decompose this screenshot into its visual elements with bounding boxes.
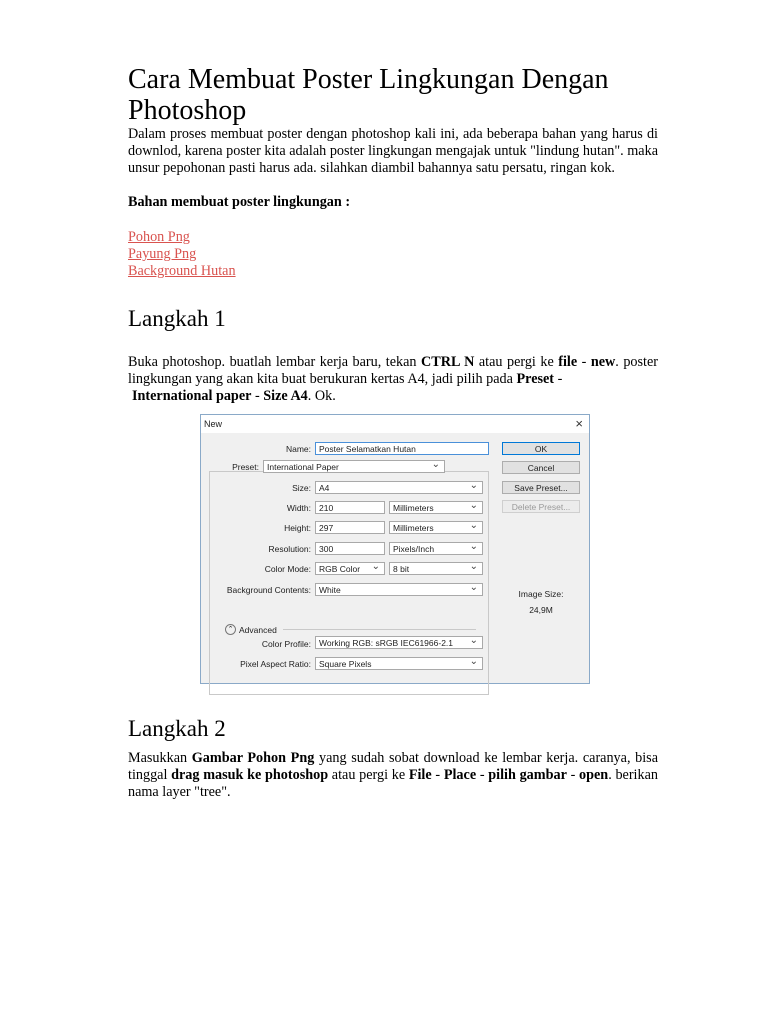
- materials-heading: Bahan membuat poster lingkungan :: [128, 194, 351, 210]
- step1-text: atau pergi ke: [474, 354, 559, 370]
- step1-bold: International paper: [132, 388, 252, 404]
- save-preset-button[interactable]: Save Preset...: [502, 481, 580, 494]
- step2-bold: drag masuk ke photoshop: [171, 767, 329, 783]
- link-payung-png[interactable]: Payung Png: [128, 246, 197, 262]
- step2-bold: Place: [443, 767, 477, 783]
- color-mode-select[interactable]: RGB Color ⌄: [315, 562, 385, 575]
- background-contents-label: Background Contents:: [226, 585, 311, 595]
- step2-bold: File: [408, 767, 432, 783]
- step2-bold: open: [579, 767, 609, 783]
- preset-label: Preset:: [232, 462, 259, 472]
- step2-bold: Gambar Pohon Png: [191, 750, 315, 766]
- size-label: Size:: [292, 483, 311, 493]
- step2-text: atau pergi ke: [328, 767, 409, 783]
- step2-text: yang sudah sobat download ke lembar kerja. caranya, bisa tinggal: [128, 750, 658, 783]
- materials-list: [128, 229, 658, 280]
- width-label: Width:: [286, 503, 311, 513]
- image-size-value: 24,9M: [529, 605, 553, 615]
- link-background-hutan[interactable]: Background Hutan: [128, 263, 236, 279]
- height-input[interactable]: 297: [315, 521, 385, 534]
- step1-paragraph: [128, 354, 658, 405]
- new-document-dialog: [200, 414, 590, 684]
- step2-text: . berikan nama layer "tree".: [128, 767, 658, 800]
- step1-bold: Preset: [516, 371, 555, 387]
- step1-text: . poster lingkungan yang akan kita buat berukuran kertas A4, jadi pilih pada: [128, 354, 658, 387]
- color-mode-label: Color Mode:: [264, 564, 311, 574]
- link-pohon-png[interactable]: Pohon Png: [128, 229, 190, 245]
- height-label: Height:: [284, 523, 311, 533]
- step1-text: Buka photoshop. buatlah lembar kerja baru, tekan: [128, 354, 421, 370]
- advanced-divider: [283, 629, 476, 630]
- cancel-button[interactable]: Cancel: [502, 461, 580, 474]
- color-profile-select[interactable]: Working RGB: sRGB IEC61966-2.1 ⌄: [315, 636, 483, 649]
- resolution-unit-select[interactable]: Pixels/Inch ⌄: [389, 542, 483, 555]
- step2-heading: Langkah 2: [128, 716, 226, 741]
- name-label: Name:: [285, 444, 311, 454]
- bit-depth-select[interactable]: 8 bit ⌄: [389, 562, 483, 575]
- resolution-label: Resolution:: [268, 544, 311, 554]
- step2-bold: pilih gambar: [488, 767, 567, 783]
- name-input[interactable]: Poster Selamatkan Hutan: [315, 442, 489, 455]
- step1-text: -: [251, 388, 264, 404]
- step2-section: [128, 716, 658, 801]
- background-contents-select[interactable]: White ⌄: [315, 583, 483, 596]
- preset-select[interactable]: International Paper ⌄: [263, 460, 445, 473]
- pixel-aspect-label: Pixel Aspect Ratio:: [240, 659, 311, 669]
- color-profile-label: Color Profile:: [261, 639, 311, 649]
- width-input[interactable]: 210: [315, 501, 385, 514]
- size-select[interactable]: A4 ⌄: [315, 481, 483, 494]
- step2-paragraph: [128, 750, 658, 801]
- resolution-input[interactable]: 300: [315, 542, 385, 555]
- width-unit-select[interactable]: Millimeters ⌄: [389, 501, 483, 514]
- collapse-icon[interactable]: ⌃: [225, 624, 236, 635]
- dialog-title: New: [204, 419, 223, 429]
- step1-bold: file: [558, 354, 578, 370]
- ok-button[interactable]: OK: [502, 442, 580, 455]
- advanced-label: Advanced: [239, 625, 277, 635]
- delete-preset-button[interactable]: Delete Preset...: [502, 500, 580, 513]
- height-unit-select[interactable]: Millimeters ⌄: [389, 521, 483, 534]
- step2-text: -: [476, 767, 489, 783]
- step1-bold: Size A4: [263, 388, 308, 404]
- image-size-label: Image Size:: [518, 589, 564, 599]
- step1-bold: CTRL N: [421, 354, 475, 370]
- step2-text: -: [431, 767, 444, 783]
- step1-text: -: [554, 371, 563, 387]
- document-page: [128, 64, 658, 405]
- step2-text: -: [566, 767, 580, 783]
- close-icon[interactable]: ×: [575, 416, 583, 431]
- step1-text: . Ok.: [307, 388, 336, 404]
- pixel-aspect-select[interactable]: Square Pixels ⌄: [315, 657, 483, 670]
- page-title: Cara Membuat Poster Lingkungan Dengan Photoshop: [128, 64, 609, 126]
- dialog-body: [201, 433, 589, 683]
- step2-text: Masukkan: [128, 750, 192, 766]
- step1-text: -: [577, 354, 591, 370]
- step1-bold: new: [590, 354, 616, 370]
- step1-heading: Langkah 1: [128, 306, 226, 331]
- intro-paragraph: Dalam proses membuat poster dengan photoshop kali ini, ada beberapa bahan yang harus di downlod, karena poster kita adalah poster lingkungan mengajak untuk "lindung hutan". maka unsur pepohonan pasti harus ada. silahkan diambil bahannya satu persatu, ringan kok.: [128, 126, 658, 176]
